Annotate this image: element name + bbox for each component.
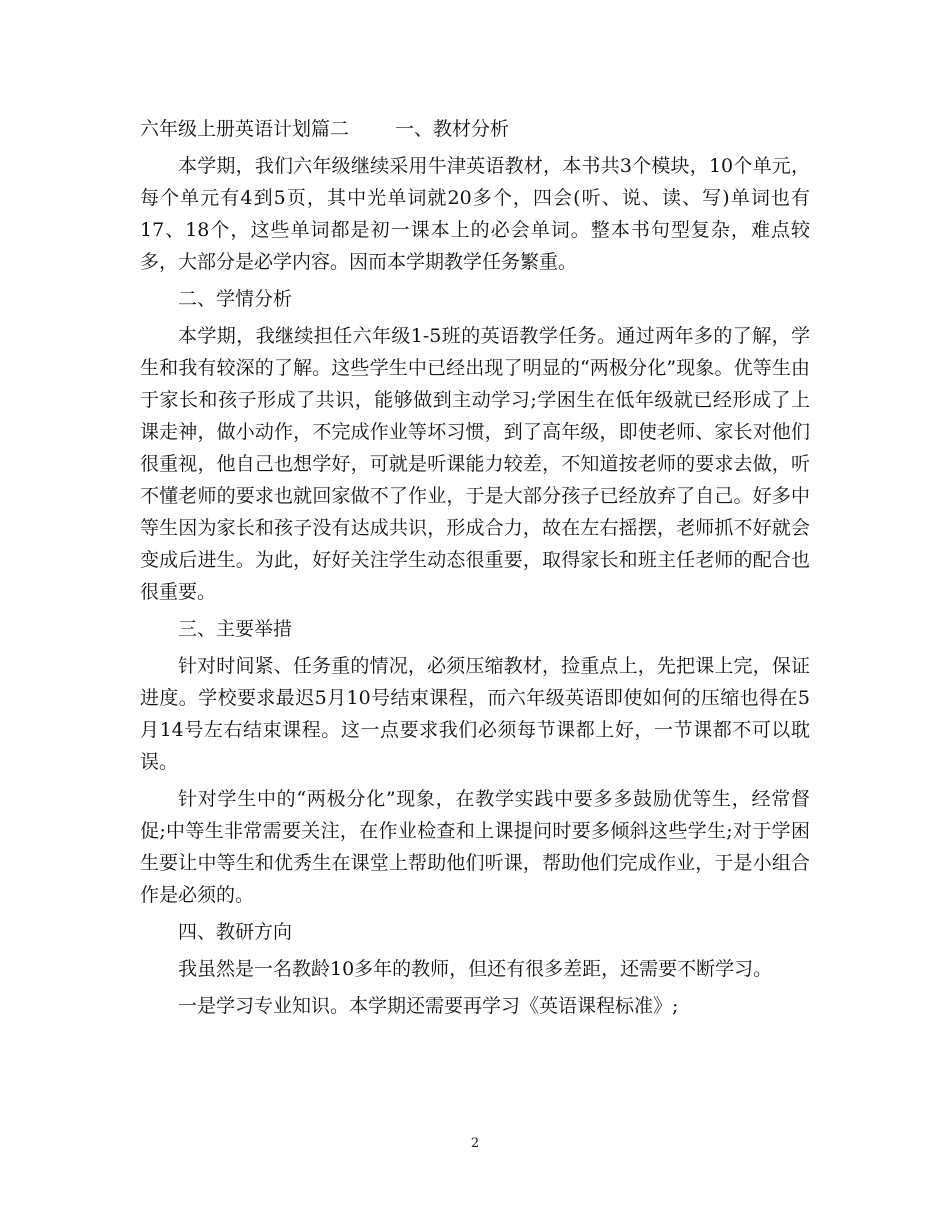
document-title: 六年级上册英语计划篇二: [140, 118, 350, 140]
title-line: [140, 113, 810, 145]
section-heading-1: 一、教材分析: [395, 118, 510, 140]
document-body: [140, 113, 810, 1027]
section-heading-2: 二、学情分析: [178, 288, 293, 310]
paragraph-4: 针对学生中的“两极分化”现象，在教学实践中要多多鼓励优等生，经常督促;中等生非常需要关注，在作业检查和上课提问时要多倾斜这些学生;对于学困生要让中等生和优秀生在课堂上帮助他们听课，帮助他们完成作业，于是小组合作是必须的。: [140, 788, 810, 906]
section-heading-3: 三、主要举措: [178, 618, 293, 640]
section-heading-4: 四、教研方向: [178, 921, 293, 943]
paragraph-3: 针对时间紧、任务重的情况，必须压缩教材，捡重点上，先把课上完，保证进度。学校要求最迟5月10号结束课程，而六年级英语即使如何的压缩也得在5月14号左右结束课程。这一点要求我们必须每节课都上好，一节课都不可以耽误。: [140, 655, 810, 773]
paragraph-6: 一是学习专业知识。本学期还需要再学习《英语课程标准》;: [178, 995, 679, 1017]
page-number: 2: [470, 1136, 480, 1151]
paragraph-1: 本学期，我们六年级继续采用牛津英语教材，本书共3个模块，10个单元，每个单元有4到5页，其中光单词就20多个，四会(听、说、读、写)单词也有17、18个，这些单词都是初一课本上的必会单词。整本书句型复杂，难点较多，大部分是必学内容。因而本学期教学任务繁重。: [140, 155, 810, 273]
paragraph-2: 本学期，我继续担任六年级1-5班的英语教学任务。通过两年多的了解，学生和我有较深的了解。这些学生中已经出现了明显的“两极分化”现象。优等生由于家长和孩子形成了共识，能够做到主动学习;学困生在低年级就已经形成了上课走神，做小动作，不完成作业等坏习惯，到了高年级，即使老师、家长对他们很重视，他自己也想学好，可就是听课能力较差，不知道按老师的要求去做，听不懂老师的要求也就回家做不了作业，于是大部分孩子已经放弃了自己。好多中等生因为家长和孩子没有达成共识，形成合力，故在左右摇摆，老师抓不好就会变成后进生。为此，好好关注学生动态很重要，取得家长和班主任老师的配合也很重要。: [140, 325, 810, 603]
paragraph-5: 我虽然是一名教龄10多年的教师，但还有很多差距，还需要不断学习。: [178, 958, 773, 980]
